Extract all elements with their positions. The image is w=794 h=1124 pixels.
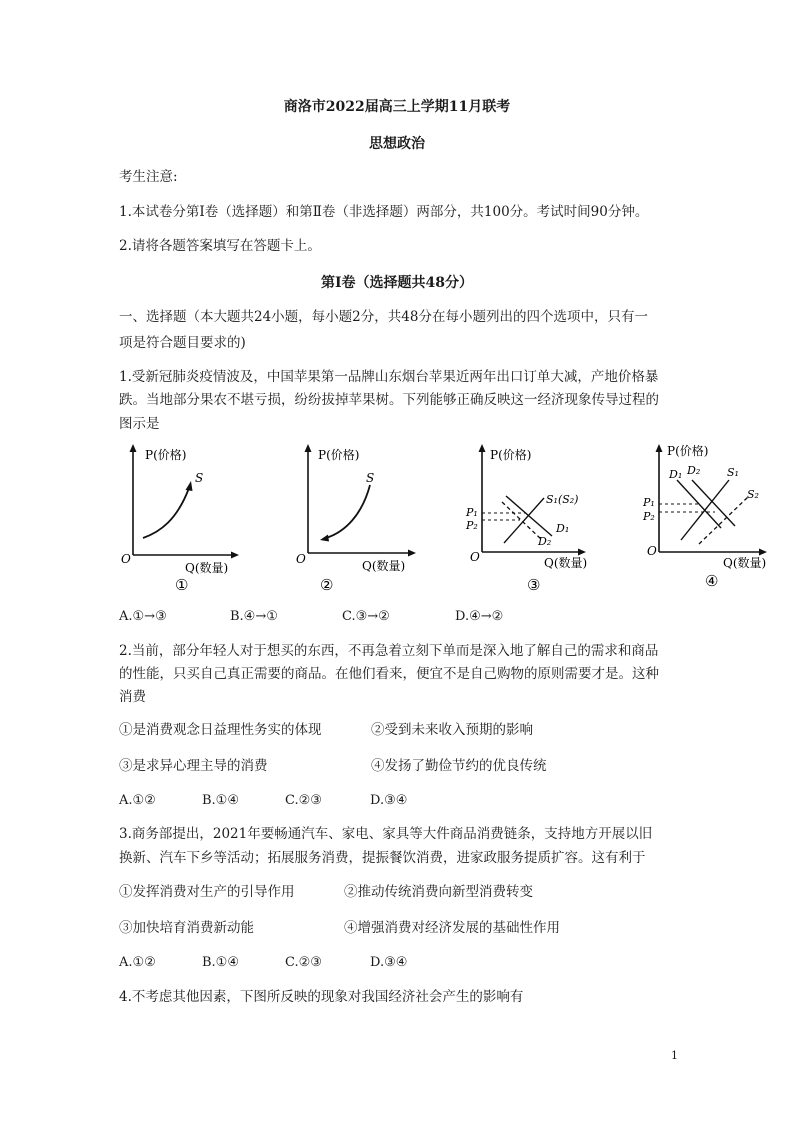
q2-statement-3: ③是求异心理主导的消费	[119, 758, 268, 774]
q3-stem-line-2: 换新、汽车下乡等活动；拓展服务消费，提振餐饮消费，进家政服务提质扩容。这有利于	[119, 850, 646, 866]
graph-4-d1-label: D₁	[669, 468, 683, 481]
graph-2-y-arrow	[305, 444, 312, 452]
graph-4-x-arrow	[759, 549, 767, 556]
q3-statement-1: ①发挥消费对生产的引导作用	[119, 884, 295, 900]
q2-statement-2: ②受到未来收入预期的影响	[371, 722, 533, 738]
q2-option-d[interactable]: D.③④	[370, 793, 408, 808]
graph-3-p1-label: P₁	[466, 506, 478, 519]
q1-stem-line-1: 1.受新冠肺炎疫情波及，中国苹果第一品牌山东烟台苹果近两年出口订单大减，产地价格暴	[119, 369, 659, 385]
q3-option-b[interactable]: B.①④	[202, 955, 239, 970]
graph-2-curve-arrow	[320, 535, 329, 542]
notice-item-2: 2.请将各题答案填写在答题卡上。	[119, 238, 321, 254]
q2-statement-4: ④发扬了勤俭节约的优良传统	[371, 758, 547, 774]
q2-option-a[interactable]: A.①②	[119, 793, 156, 808]
graph-3	[462, 440, 612, 592]
graph-2-x-arrow	[408, 550, 416, 557]
q2-stem-line-2: 的性能，只买自己真正需要的商品。在他们看来，便宜不是自己购物的原则需要才是。这种	[119, 666, 659, 682]
graph-1-number: ①	[175, 576, 189, 592]
graph-1-x-label: Q(数量)	[185, 561, 229, 575]
q1-option-d[interactable]: D.④→②	[455, 609, 504, 624]
q2-stem-line-1: 2.当前，部分年轻人对于想买的东西，不再急着立刻下单而是深入地了解自己的需求和商品	[119, 643, 659, 659]
graph-3-d2-label: D₂	[538, 535, 552, 548]
graph-1-x-arrow	[231, 552, 239, 559]
graph-4-y-label: P(价格)	[667, 444, 709, 458]
graph-4-d2-label: D₂	[687, 464, 701, 477]
graph-4	[637, 440, 792, 592]
graph-3-x-arrow	[578, 549, 586, 556]
q2-statement-1: ①是消费观念日益理性务实的体现	[119, 722, 322, 738]
q3-statement-2: ②推动传统消费向新型消费转变	[344, 884, 533, 900]
q4-stem-line-1: 4.不考虑其他因素，下图所反映的现象对我国经济社会产生的影响有	[119, 989, 524, 1005]
graph-4-supply-2	[699, 496, 749, 544]
graph-4-supply-1	[681, 480, 729, 540]
graph-1-y-arrow	[130, 444, 137, 452]
page-number: 1	[671, 1049, 678, 1062]
graph-2-origin: O	[296, 552, 306, 566]
graph-1-curve-label: S	[195, 471, 204, 485]
graph-3-number: ③	[527, 576, 541, 592]
q3-stem-line-1: 3.商务部提出，2021年要畅通汽车、家电、家具等大件商品消费链条，支持地方开展以旧	[119, 826, 653, 842]
graph-1	[115, 440, 265, 592]
graph-2	[290, 440, 440, 592]
graph-4-s2-label: S₂	[747, 488, 759, 501]
graph-4-y-arrow	[656, 444, 663, 452]
graph-1-y-label: P(价格)	[145, 448, 187, 462]
graph-2-curve-label: S	[366, 471, 375, 485]
graph-1-curve-arrow	[186, 481, 193, 491]
q1-option-c[interactable]: C.③→②	[342, 609, 390, 624]
graph-3-origin: O	[470, 550, 480, 564]
graph-3-p2-label: P₂	[466, 519, 478, 532]
graph-3-supply-label: S₁(S₂)	[546, 493, 579, 506]
q1-stem-line-2: 跌。当地部分果农不堪亏损，纷纷拔掉苹果树。下列能够正确反映这一经济现象传导过程的	[119, 392, 659, 408]
graph-1-supply-curve	[143, 488, 189, 538]
graph-2-y-label: P(价格)	[318, 448, 360, 462]
subject-title: 思想政治	[369, 136, 425, 152]
graph-2-x-label: Q(数量)	[362, 559, 406, 573]
q2-option-c[interactable]: C.②③	[285, 793, 322, 808]
q1-option-a[interactable]: A.①→③	[119, 609, 167, 624]
notice-heading: 考生注意:	[119, 169, 178, 185]
section-title: 第Ⅰ卷（选择题共48分）	[320, 275, 474, 291]
notice-item-1: 1.本试卷分第Ⅰ卷（选择题）和第Ⅱ卷（非选择题）两部分，共100分。考试时间90分钟。	[119, 204, 649, 220]
graph-4-p2-label: P₂	[643, 510, 655, 523]
q2-stem-line-3: 消费	[119, 689, 146, 705]
graph-2-supply-curve	[326, 485, 370, 538]
q1-stem-line-3: 图示是	[119, 416, 160, 432]
graph-3-d1-label: D₁	[556, 522, 570, 535]
section-instructions-line-1: 一、选择题（本大题共24小题，每小题2分，共48分在每小题列出的四个选项中，只有一	[119, 309, 648, 325]
q3-statement-4: ④增强消费对经济发展的基础性作用	[344, 920, 560, 936]
graph-1-origin: O	[121, 552, 131, 566]
graph-4-origin: O	[647, 544, 657, 558]
q1-option-b[interactable]: B.④→①	[230, 609, 278, 624]
graph-4-s1-label: S₁	[727, 466, 739, 479]
q3-statement-3: ③加快培育消费新动能	[119, 920, 254, 936]
section-instructions-line-2: 项是符合题目要求的)	[119, 335, 246, 351]
graph-3-y-arrow	[479, 444, 486, 452]
graph-3-x-label: Q(数量)	[544, 556, 588, 570]
graph-3-y-label: P(价格)	[490, 448, 532, 462]
graph-4-number: ④	[705, 572, 719, 590]
q2-option-b[interactable]: B.①④	[202, 793, 239, 808]
q3-option-c[interactable]: C.②③	[285, 955, 322, 970]
exam-title: 商洛市2022届高三上学期11月联考	[283, 99, 511, 115]
graph-4-p1-label: P₁	[643, 496, 655, 509]
q3-option-a[interactable]: A.①②	[119, 955, 156, 970]
graph-4-x-label: Q(数量)	[723, 556, 767, 570]
graph-2-number: ②	[320, 576, 334, 592]
q3-option-d[interactable]: D.③④	[370, 955, 408, 970]
